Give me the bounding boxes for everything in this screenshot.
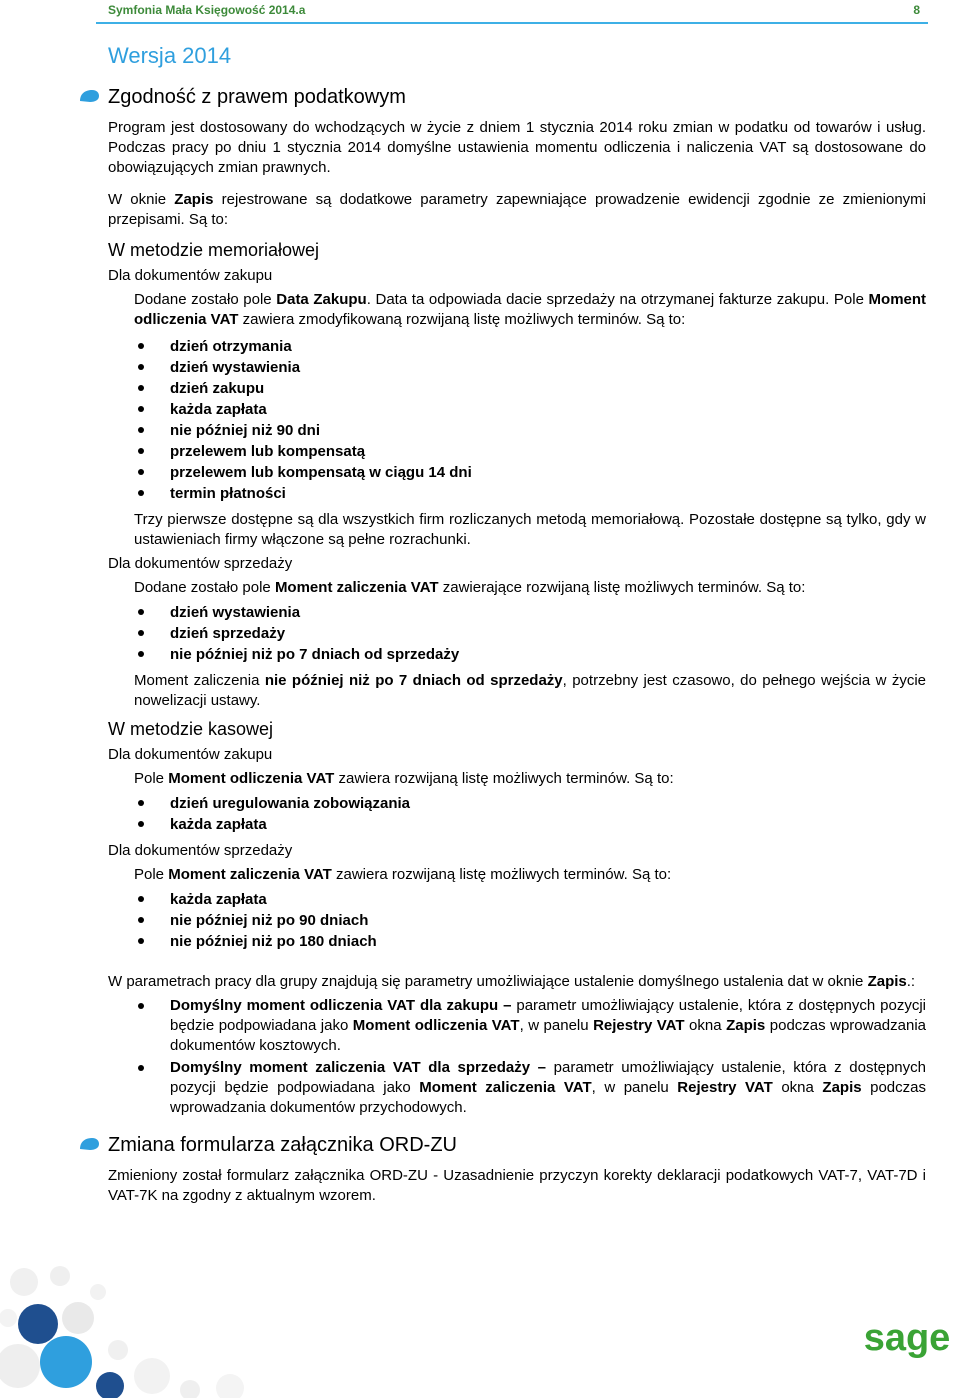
paragraph: W oknie Zapis rejestrowane są dodatkowe parametry zapewniające prowadzenie ewidencji zgodnie ze zmienionymi przepisami. Są to: [108, 191, 926, 228]
page-number: 8 [913, 3, 920, 17]
paragraph: Program jest dostosowany do wchodzących w życie z dniem 1 stycznia 2014 roku zmian w podatku od towarów i usług. Podczas pracy po dniu 1 stycznia 2014 domyślne ustawienia momentu odliczenia i naliczenia VAT są dostosowane do obowiązujących zmian prawnych. [108, 119, 926, 176]
paragraph: W parametrach pracy dla grupy znajdują się parametry umożliwiające ustalenie domyślnego ustalenia dat w oknie Zapis.: [108, 973, 916, 990]
document-body [108, 38, 926, 1218]
sage-logo-icon [862, 1310, 952, 1370]
section-heading: Zgodność z prawem podatkowym [108, 84, 926, 110]
subheading-purchase: Dla dokumentów zakupu [108, 746, 273, 763]
version-title: Wersja 2014 [108, 43, 232, 68]
list-item: dzień sprzedaży [134, 623, 926, 644]
list-item: nie później niż po 7 dniach od sprzedaży [134, 644, 926, 665]
list-item: nie później niż po 90 dniach [134, 910, 926, 931]
paragraph: Pole Moment odliczenia VAT zawiera rozwijaną listę możliwych terminów. Są to: [134, 770, 674, 787]
section-marker-icon [78, 1137, 100, 1151]
paragraph: Trzy pierwsze dostępne są dla wszystkich firm rozliczanych metodą memoriałową. Pozostałe dostępne są tylko, gdy w ustawieniach firmy włączone są pełne rozrachunki. [134, 511, 926, 548]
list-item: termin płatności [134, 483, 926, 504]
list-item: każda zapłata [134, 889, 926, 910]
list-item: dzień uregulowania zobowiązania [134, 793, 926, 814]
paragraph: Zmieniony został formularz załącznika ORD-ZU - Uzasadnienie przyczyn korekty deklaracji podatkowych VAT-7, VAT-7D i VAT-7K na zgodny z aktualnym wzorem. [108, 1167, 926, 1204]
list-item: dzień otrzymania [134, 336, 926, 357]
list-item: dzień wystawienia [134, 357, 926, 378]
section-heading: Zmiana formularza załącznika ORD-ZU [108, 1132, 926, 1158]
logo-text: sage [863, 1317, 951, 1359]
parameter-list [134, 996, 926, 1118]
list-item: nie później niż 90 dni [134, 420, 926, 441]
list-item: Domyślny moment odliczenia VAT dla zakupu – parametr umożliwiający ustalenie, która z dostępnych pozycji będzie podpowiadana jako Moment odliczenia VAT, w panelu Rejestry VAT okna Zapis podczas wprowadzania dokumentów kosztowych. [134, 996, 926, 1056]
bullet-list [134, 793, 926, 835]
paragraph: Moment zaliczenia nie później niż po 7 dniach od sprzedaży, potrzebny jest czasowo, do pełnego wejścia w życie nowelizacji ustawy. [134, 672, 926, 709]
header-title: Symfonia Mała Księgowość 2014.a [108, 3, 306, 17]
subheading-sales: Dla dokumentów sprzedaży [108, 555, 293, 572]
subheading-memorial: W metodzie memoriałowej [108, 240, 320, 260]
bullet-list [134, 602, 926, 665]
decorative-dots-icon [0, 1258, 300, 1398]
subheading-cash: W metodzie kasowej [108, 719, 274, 739]
section-marker-icon [78, 89, 100, 103]
list-item: każda zapłata [134, 399, 926, 420]
bullet-list [134, 889, 926, 952]
list-item: dzień zakupu [134, 378, 926, 399]
paragraph: Dodane zostało pole Moment zaliczenia VAT zawierające rozwijaną listę możliwych terminów. Są to: [134, 579, 806, 596]
subheading-sales: Dla dokumentów sprzedaży [108, 842, 293, 859]
bullet-list [134, 336, 926, 504]
list-item: przelewem lub kompensatą [134, 441, 926, 462]
list-item: nie później niż po 180 dniach [134, 931, 926, 952]
list-item: przelewem lub kompensatą w ciągu 14 dni [134, 462, 926, 483]
list-item: każda zapłata [134, 814, 926, 835]
page-header [96, 0, 928, 24]
paragraph: Dodane zostało pole Data Zakupu. Data ta odpowiada dacie sprzedaży na otrzymanej fakturze zakupu. Pole Moment odliczenia VAT zawiera zmodyfikowaną rozwijaną listę możliwych terminów. Są to: [134, 291, 927, 328]
subheading-purchase: Dla dokumentów zakupu [108, 267, 273, 284]
list-item: dzień wystawienia [134, 602, 926, 623]
list-item: Domyślny moment zaliczenia VAT dla sprzedaży – parametr umożliwiający ustalenie, która z dostępnych pozycji będzie podpowiadana jako Moment zaliczenia VAT, w panelu Rejestry VAT okna Zapis podczas wprowadzania dokumentów przychodowych. [134, 1058, 926, 1118]
paragraph: Pole Moment zaliczenia VAT zawiera rozwijaną listę możliwych terminów. Są to: [134, 866, 672, 883]
